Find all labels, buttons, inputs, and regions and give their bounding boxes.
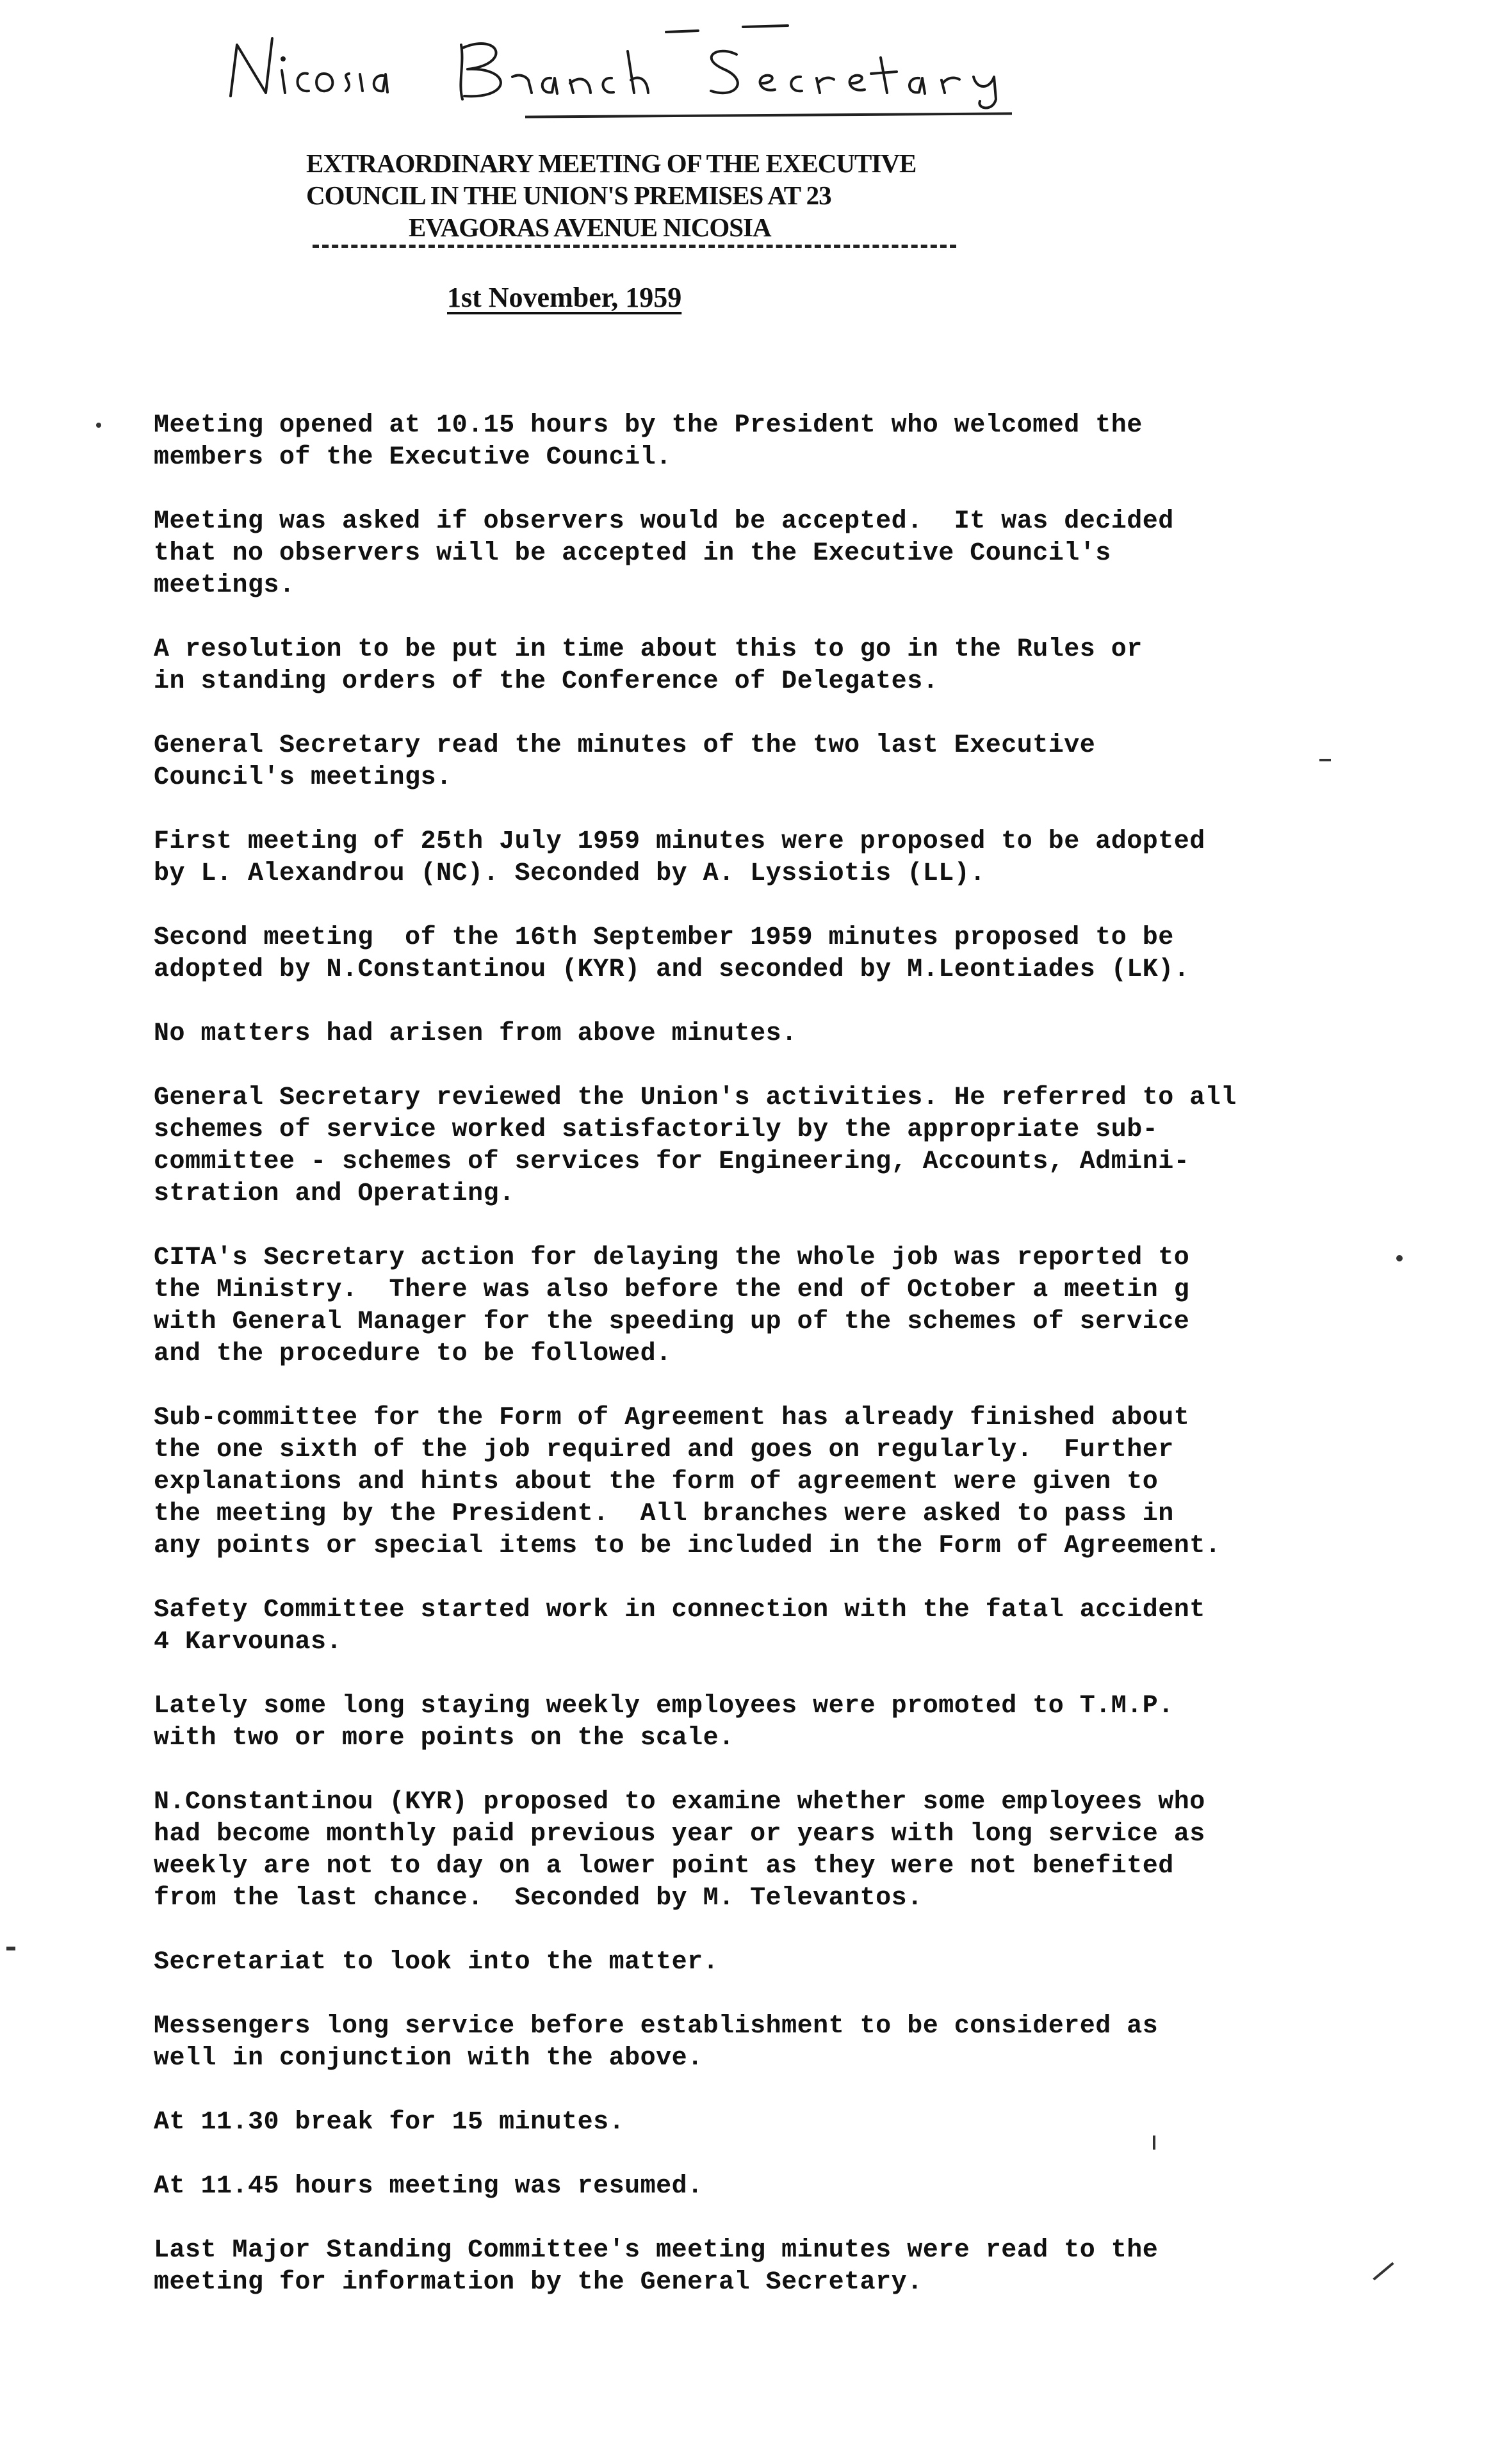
paragraph-line: Meeting was asked if observers would be accepted. It was decided (154, 507, 1174, 536)
paragraph-line: General Secretary read the minutes of the two last Executive (154, 731, 1096, 760)
paragraph-line: with General Manager for the speeding up of the schemes of service (154, 1308, 1190, 1336)
paragraph-line: by L. Alexandrou (NC). Seconded by A. Lyssiotis (LL). (154, 859, 986, 888)
paragraph-line: At 11.30 break for 15 minutes. (154, 2108, 625, 2137)
minutes-paragraph (154, 1594, 1383, 1658)
minutes-paragraph (154, 1242, 1383, 1370)
paragraph-line: No matters had arisen from above minutes. (154, 1019, 797, 1048)
paragraph-line: the Ministry. There was also before the end of October a meetin g (154, 1276, 1190, 1304)
minutes-paragraph (154, 1402, 1383, 1562)
paragraph-line: CITA's Secretary action for delaying the whole job was reported to (154, 1244, 1190, 1272)
paragraph-line: stration and Operating. (154, 1179, 515, 1208)
paragraph-line: Lately some long staying weekly employees were promoted to T.M.P. (154, 1692, 1174, 1721)
scan-speck (6, 1947, 15, 1950)
paragraph-line: At 11.45 hours meeting was resumed. (154, 2172, 703, 2201)
paragraph-line: explanations and hints about the form of agreement were given to (154, 1468, 1159, 1496)
minutes-paragraph (154, 2011, 1383, 2075)
paragraph-line: A resolution to be put in time about this to go in the Rules or (154, 635, 1143, 664)
minutes-paragraph (154, 730, 1383, 794)
paragraph-line: weekly are not to day on a lower point as they were not benefited (154, 1852, 1174, 1881)
paragraph-line: from the last chance. Seconded by M. Televantos. (154, 1884, 923, 1913)
paragraph-line: in standing orders of the Conference of Delegates. (154, 667, 939, 696)
paragraph-line: Meeting opened at 10.15 hours by the President who welcomed the (154, 411, 1143, 440)
paragraph-line: Sub-committee for the Form of Agreement has already finished about (154, 1404, 1190, 1432)
scan-speck (1153, 2136, 1155, 2150)
scan-speck (1396, 1255, 1403, 1261)
paragraph-line: adopted by N.Constantinou (KYR) and seconded by M.Leontiades (LK). (154, 955, 1190, 984)
minutes-paragraph (154, 1018, 1383, 1050)
minutes-paragraph (154, 1690, 1383, 1755)
heading-line-3: EVAGORAS AVENUE NICOSIA (409, 213, 771, 242)
minutes-paragraph (154, 1947, 1383, 1979)
heading-line-1: EXTRAORDINARY MEETING OF THE EXECUTIVE (306, 149, 917, 178)
minutes-paragraph (154, 826, 1383, 890)
handwritten-annotation (211, 19, 1095, 115)
paragraph-line: committee - schemes of services for Engineering, Accounts, Admini- (154, 1147, 1190, 1176)
paragraph-line: meeting for information by the General Secretary. (154, 2268, 923, 2297)
paragraph-line: 4 Karvounas. (154, 1628, 343, 1657)
paragraph-line: General Secretary reviewed the Union's activities. He referred to all (154, 1083, 1237, 1112)
meeting-date: 1st November, 1959 (447, 282, 682, 313)
heading-line-2: COUNCIL IN THE UNION'S PREMISES AT 23 (306, 181, 831, 210)
paragraph-line: well in conjunction with the above. (154, 2044, 703, 2073)
scan-speck (96, 423, 101, 428)
paragraph-line: the one sixth of the job required and goes on regularly. Further (154, 1436, 1174, 1464)
paragraph-line: Messengers long service before establishment to be considered as (154, 2012, 1159, 2041)
paragraph-line: had become monthly paid previous year or years with long service as (154, 1820, 1205, 1849)
paragraph-line: schemes of service worked satisfactorily by the appropriate sub- (154, 1115, 1159, 1144)
paragraph-line: Safety Committee started work in connection with the fatal accident (154, 1596, 1205, 1625)
minutes-paragraph (154, 1787, 1383, 1915)
minutes-paragraph (154, 2107, 1383, 2139)
minutes-body (154, 410, 1383, 2331)
heading-rule (313, 245, 956, 248)
paragraph-line: Second meeting of the 16th September 1959 minutes proposed to be (154, 923, 1174, 952)
paragraph-line: Council's meetings. (154, 763, 452, 792)
paragraph-line: First meeting of 25th July 1959 minutes were proposed to be adopted (154, 827, 1205, 856)
paragraph-line: Last Major Standing Committee's meeting minutes were read to the (154, 2236, 1159, 2265)
minutes-paragraph (154, 1082, 1383, 1210)
paragraph-line: and the procedure to be followed. (154, 1340, 672, 1368)
minutes-paragraph (154, 922, 1383, 986)
paragraph-line: that no observers will be accepted in the Executive Council's (154, 539, 1111, 568)
scan-speck (1319, 759, 1331, 761)
paragraph-line: N.Constantinou (KYR) proposed to examine whether some employees who (154, 1788, 1205, 1817)
minutes-paragraph (154, 506, 1383, 602)
paragraph-line: members of the Executive Council. (154, 443, 672, 472)
minutes-paragraph (154, 410, 1383, 474)
minutes-paragraph (154, 634, 1383, 698)
paragraph-line: the meeting by the President. All branches were asked to pass in (154, 1500, 1174, 1528)
paragraph-line: any points or special items to be included in the Form of Agreement. (154, 1532, 1221, 1560)
paragraph-line: Secretariat to look into the matter. (154, 1948, 719, 1977)
minutes-paragraph (154, 2235, 1383, 2299)
document-heading (306, 147, 972, 243)
paragraph-line: with two or more points on the scale. (154, 1724, 735, 1753)
minutes-paragraph (154, 2171, 1383, 2203)
paragraph-line: meetings. (154, 571, 295, 600)
